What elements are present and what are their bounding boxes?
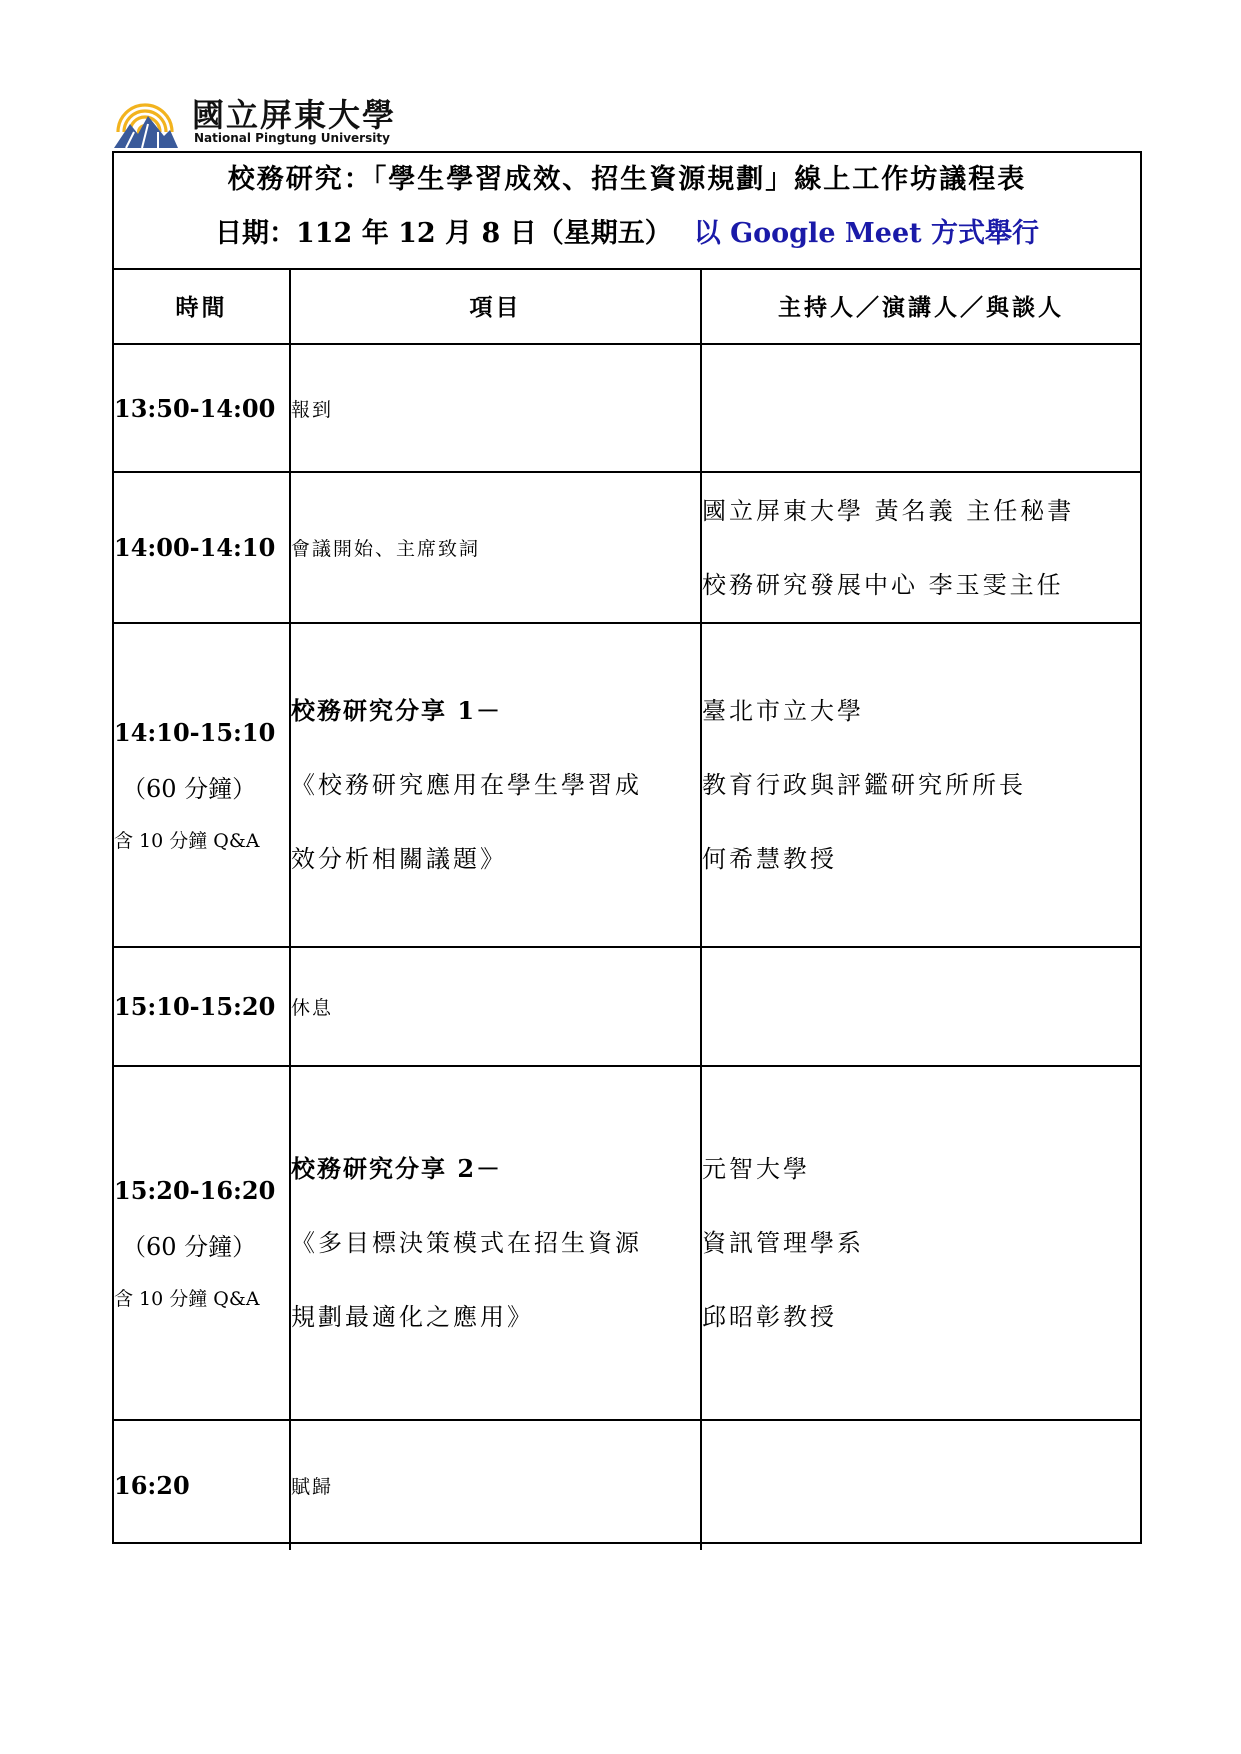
page-title: 校務研究：「學生學習成效、招生資源規劃」線上工作坊議程表	[227, 164, 1027, 195]
table-row	[114, 623, 1140, 947]
time-cell: 13:50-14:00	[114, 344, 290, 472]
time-cell: 14:00-14:10	[114, 472, 290, 623]
speaker-cell	[701, 947, 1140, 1066]
speaker-cell	[701, 344, 1140, 472]
column-header-speaker: 主持人／演講人／與談人	[701, 268, 1140, 344]
table-row	[114, 1420, 1140, 1550]
item-cell: 休息	[290, 947, 701, 1066]
item-cell: 報到	[290, 344, 701, 472]
date-line	[114, 211, 1140, 250]
table-row	[114, 947, 1140, 1066]
item-cell: 校務研究分享 2－ 《多目標決策模式在招生資源 規劃最適化之應用》	[290, 1066, 701, 1420]
table-row	[114, 1066, 1140, 1420]
column-header-time: 時間	[114, 268, 290, 344]
time-cell: 14:10-15:10 （60 分鐘） 含 10 分鐘 Q&A	[114, 623, 290, 947]
speaker-cell	[701, 1420, 1140, 1550]
column-header-item: 項目	[290, 268, 701, 344]
item-cell: 會議開始、主席致詞	[290, 472, 701, 623]
speaker-cell: 臺北市立大學 教育行政與評鑑研究所所長 何希慧教授	[701, 623, 1140, 947]
time-cell: 15:20-16:20 （60 分鐘） 含 10 分鐘 Q&A	[114, 1066, 290, 1420]
title-block	[114, 153, 1140, 270]
university-logo	[112, 88, 402, 150]
event-date: 日期：112 年 12 月 8 日（星期五）	[214, 218, 672, 249]
table-row	[114, 472, 1140, 623]
speaker-cell: 國立屏東大學 黃名義 主任秘書 校務研究發展中心 李玉雯主任	[701, 472, 1140, 623]
agenda-frame	[112, 151, 1142, 1544]
table-row	[114, 344, 1140, 472]
meeting-mode: 以 Google Meet 方式舉行	[693, 218, 1040, 249]
time-cell: 16:20	[114, 1420, 290, 1550]
table-header-row	[114, 268, 1140, 344]
logo-chinese-name: 國立屏東大學	[192, 96, 397, 134]
item-cell: 賦歸	[290, 1420, 701, 1550]
time-cell: 15:10-15:20	[114, 947, 290, 1066]
agenda-table	[114, 268, 1140, 1550]
speaker-cell: 元智大學 資訊管理學系 邱昭彰教授	[701, 1066, 1140, 1420]
item-cell: 校務研究分享 1－ 《校務研究應用在學生學習成 效分析相關議題》	[290, 623, 701, 947]
logo-english-name: National Pingtung University	[194, 131, 390, 145]
sunrise-mountain-logo-icon	[112, 88, 178, 150]
